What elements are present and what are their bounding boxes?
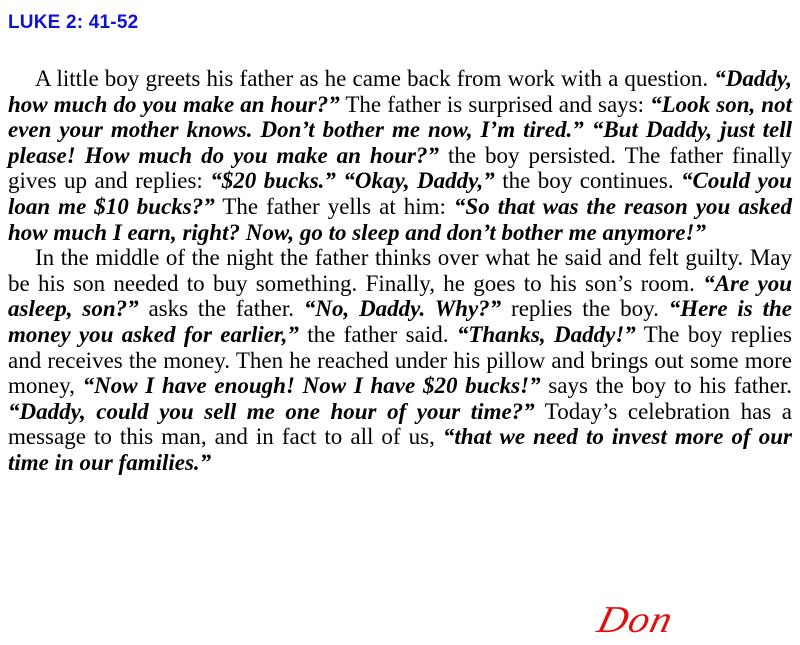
quote: “Daddy, how much do you make an hour?” (8, 66, 792, 117)
narration: The father yells at him: (214, 193, 454, 219)
narration: In the middle of the night the father thinks over what he said and felt guilty. May be his son needed to buy something. Finally, he goes to his son’s room. (8, 245, 792, 296)
narration: The boy replies and receives the money. Then he reached under his pillow and brings out some more money, (8, 321, 793, 399)
quote: “No, Daddy. Why?” (303, 296, 502, 322)
quote: “Okay, Daddy,” (343, 168, 495, 194)
narration: The father is surprised and says: (339, 91, 651, 117)
narration (584, 117, 592, 142)
quote: “But Daddy, just tell please! How much do you make an hour?” (8, 117, 793, 168)
quote: “Look son, not even your mother knows. Don’t bother me now, I’m tired.” (8, 91, 792, 143)
quote: “Thanks, Daddy!” (456, 321, 636, 347)
narration: Today’s celebration has a message to this man, and in fact to all of us, (8, 398, 793, 450)
narration: A little boy greets his father as he came back from work with a question. (35, 66, 715, 91)
quote: “Could you loan me $10 bucks?” (8, 168, 793, 219)
story-body (8, 66, 792, 476)
quote: “Now I have enough! Now I have $20 bucks!” (82, 373, 541, 399)
paragraph-2 (8, 245, 792, 475)
quote: “$20 bucks.” (210, 168, 336, 194)
paragraph-1 (8, 66, 792, 245)
quote: “Here is the money you asked for earlier,” (8, 296, 792, 347)
narration: replies the boy. (501, 296, 669, 322)
quote: “So that was the reason you asked how much I earn, right? Now, go to sleep and don’t bother me anymore!” (8, 193, 792, 245)
narration: says the boy to his father. (540, 373, 793, 399)
narration: asks the father. (138, 296, 304, 322)
page-title: LUKE 2: 41-52 (8, 12, 139, 33)
narration: the boy persisted. The father finally gives up and replies: (8, 142, 792, 194)
signature: Don (593, 599, 678, 641)
quote: “Daddy, could you sell me one hour of your time?” (8, 398, 535, 424)
quote: “Are you asleep, son?” (8, 270, 793, 322)
narration: the boy continues. (494, 168, 682, 194)
narration: the father said. (298, 321, 457, 347)
quote: “that we need to invest more of our time in our families.” (8, 424, 792, 475)
